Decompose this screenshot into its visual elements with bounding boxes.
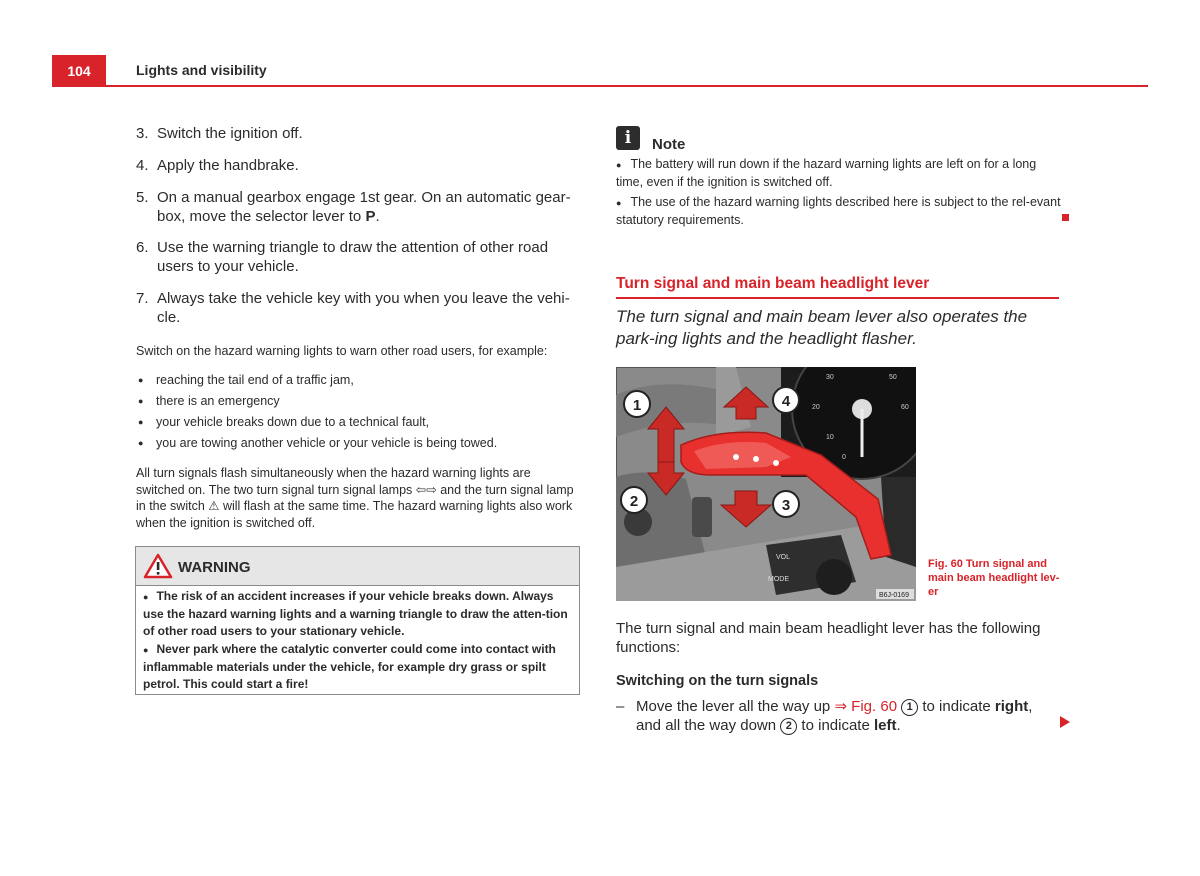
- svg-text:50: 50: [889, 374, 897, 381]
- callout-3: 3: [781, 497, 791, 514]
- svg-text:20: 20: [812, 404, 820, 411]
- step-number: 4.: [136, 157, 149, 174]
- figure-code: B6J-0169: [879, 592, 909, 599]
- step-text: On a manual gearbox engage 1st gear. On an automatic gear-box, move the selector lever to P.: [157, 189, 571, 225]
- hazard-triangle-icon: ⚠: [208, 499, 220, 514]
- svg-text:30: 30: [826, 374, 834, 381]
- hazard-bullet-list: [136, 370, 576, 454]
- callout-ref-2: 2: [780, 718, 797, 735]
- turn-signal-intro: The turn signal and main beam lever also operates the park-ing lights and the headlight flasher.: [616, 307, 1028, 348]
- warning-box: [135, 546, 580, 695]
- note-item: ● The battery will run down if the hazard warning lights are left on for a long time, even if the ignition is switched off.: [616, 157, 1037, 189]
- step-7: [136, 289, 576, 327]
- step-number: 5.: [136, 189, 149, 206]
- list-item: ● reaching the tail end of a traffic jam,: [136, 370, 576, 391]
- svg-text:60: 60: [901, 404, 909, 411]
- callout-1: 1: [632, 397, 642, 414]
- svg-text:VOL: VOL: [776, 554, 791, 561]
- figure-turn-signal-lever: [616, 367, 916, 601]
- step-text: Always take the vehicle key with you when you leave the vehi-cle.: [157, 290, 570, 326]
- sub-heading: Switching on the turn signals: [616, 673, 819, 689]
- list-item: ● you are towing another vehicle or your vehicle is being towed.: [136, 433, 576, 454]
- warning-header: [136, 547, 579, 586]
- note-item: ● The use of the hazard warning lights described here is subject to the rel-evant statutory requirements.: [616, 195, 1061, 227]
- note-title: Note: [652, 136, 686, 153]
- step-text: Switch the ignition off.: [157, 125, 303, 142]
- step-number: 7.: [136, 290, 149, 307]
- warning-item: ● The risk of an accident increases if your vehicle breaks down. Always use the hazard warning lights and a warning triangle to draw the atten-tion of other road users to your stationary vehicle.: [143, 589, 568, 638]
- step-text: Apply the handbrake.: [157, 157, 299, 174]
- step-6: [136, 238, 576, 276]
- turn-signal-heading: Turn signal and main beam headlight lever: [616, 275, 1059, 299]
- page-number: 104: [52, 55, 106, 85]
- info-icon: i: [616, 126, 640, 150]
- end-marker: [1062, 214, 1069, 221]
- turn-signal-instruction: – Move the lever all the way up ⇒ Fig. 60 1 to indicate right, and all the way down 2 to indicate left.: [616, 698, 1033, 734]
- list-item: ● there is an emergency: [136, 391, 576, 412]
- step-4: [136, 156, 576, 175]
- step-text: Use the warning triangle to draw the attention of other road users to your vehicle.: [157, 239, 549, 275]
- callout-4: 4: [781, 393, 791, 410]
- list-item: ● your vehicle breaks down due to a technical fault,: [136, 412, 576, 433]
- figure-caption: Fig. 60 Turn signal and main beam headlight lev-er: [928, 558, 1060, 598]
- continued-arrow-icon: [1060, 716, 1070, 728]
- step-number: 3.: [136, 125, 149, 142]
- step-3: [136, 124, 576, 143]
- warning-item: ● Never park where the catalytic converter could come into contact with inflammable materials under the vehicle, for example dry grass or spilt petrol. This could start a fire!: [143, 642, 556, 691]
- flash-paragraph: All turn signals flash simultaneously when the hazard warning lights are switched on. The two turn signal turn signal lamps ⇦⇨ and the turn signal lamp in the switch ⚠ will flash at the same time. The hazard warning lights also work when the ignition is switched off.: [136, 466, 574, 530]
- svg-text:10: 10: [826, 434, 834, 441]
- step-number: 6.: [136, 239, 149, 256]
- turn-arrows-icon: ⇦⇨: [415, 482, 437, 497]
- callout-ref-1: 1: [901, 699, 918, 716]
- figure-reference-link[interactable]: ⇒ Fig. 60: [834, 698, 898, 715]
- svg-text:0: 0: [842, 454, 846, 461]
- svg-text:MODE: MODE: [768, 576, 789, 583]
- warning-title: WARNING: [178, 559, 251, 576]
- section-title: Lights and visibility: [136, 62, 267, 78]
- warning-triangle-icon: [143, 553, 173, 579]
- hazard-intro: Switch on the hazard warning lights to warn other road users, for example:: [136, 344, 548, 358]
- lever-functions-text: The turn signal and main beam headlight lever has the following functions:: [616, 620, 1041, 656]
- step-5: [136, 188, 576, 226]
- callout-2: 2: [629, 493, 639, 510]
